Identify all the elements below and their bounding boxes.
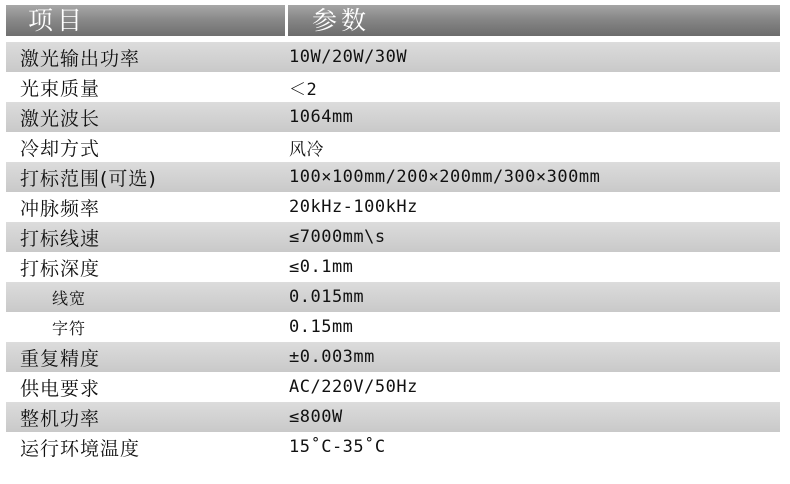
row-name: 字符 xyxy=(52,318,87,338)
table-row xyxy=(6,72,780,102)
row-name: 打标范围(可选) xyxy=(20,167,157,190)
table-row xyxy=(6,252,780,282)
row-name: 重复精度 xyxy=(20,347,101,370)
table-row xyxy=(6,312,780,342)
row-name: 运行环境温度 xyxy=(20,437,141,460)
row-name: 冲脉频率 xyxy=(20,197,101,220)
table-row xyxy=(6,402,780,432)
row-name: 激光输出功率 xyxy=(20,47,141,70)
row-value: ＜2 xyxy=(289,79,318,100)
row-value: ±0.003mm xyxy=(289,347,375,367)
row-value: 10W/20W/30W xyxy=(289,47,408,67)
row-name: 打标深度 xyxy=(20,257,101,280)
table-row xyxy=(6,42,780,72)
table-row xyxy=(6,162,780,192)
row-name: 冷却方式 xyxy=(20,137,101,160)
table-row xyxy=(6,282,780,312)
row-value: 0.15mm xyxy=(289,317,354,337)
row-value: 0.015mm xyxy=(289,287,365,307)
table-row xyxy=(6,432,780,462)
row-value: 15˚C-35˚C xyxy=(289,437,386,457)
row-value: 20kHz-100kHz xyxy=(289,197,418,217)
row-value: 100×100mm/200×200mm/300×300mm xyxy=(289,167,601,187)
row-name: 整机功率 xyxy=(20,407,101,430)
table-header xyxy=(6,5,780,36)
row-name: 线宽 xyxy=(52,288,87,308)
header-parameter: 参数 xyxy=(288,5,780,36)
row-value: ≤0.1mm xyxy=(289,257,354,277)
row-name: 激光波长 xyxy=(20,107,101,130)
spec-table xyxy=(6,5,780,462)
row-value: 1064mm xyxy=(289,107,354,127)
table-row xyxy=(6,132,780,162)
table-row xyxy=(6,342,780,372)
row-value: 风冷 xyxy=(289,139,324,160)
header-item: 项目 xyxy=(6,5,285,36)
row-value: ≤800W xyxy=(289,407,343,427)
table-row xyxy=(6,372,780,402)
row-value: AC/220V/50Hz xyxy=(289,377,418,397)
row-name: 供电要求 xyxy=(20,377,101,400)
table-row xyxy=(6,102,780,132)
row-value: ≤7000mm\s xyxy=(289,227,386,247)
table-row xyxy=(6,192,780,222)
table-row xyxy=(6,222,780,252)
row-name: 光束质量 xyxy=(20,77,101,100)
row-name: 打标线速 xyxy=(20,227,101,250)
